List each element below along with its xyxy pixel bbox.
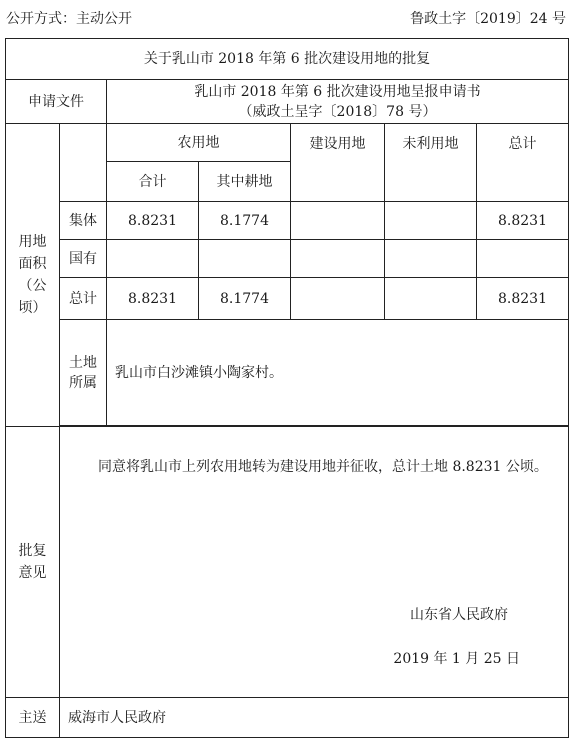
opinion-label: 批复意见 <box>18 543 47 581</box>
row-label-total: 总计 <box>60 278 107 320</box>
application-row <box>6 80 569 124</box>
agricultural-header: 农用地 <box>107 124 291 162</box>
state-cultivated <box>199 240 291 278</box>
total-subtotal: 8.8231 <box>107 278 199 320</box>
construction-header: 建设用地 <box>291 124 385 202</box>
row-label-collective: 集体 <box>60 202 107 240</box>
opinion-label-cell <box>6 427 60 698</box>
total-unused <box>385 278 477 320</box>
cultivated-header: 其中耕地 <box>199 162 291 202</box>
title-row <box>6 39 569 80</box>
table-row <box>6 202 569 240</box>
total-header: 总计 <box>477 124 569 202</box>
row-label-state: 国有 <box>60 240 107 278</box>
state-construction <box>291 240 385 278</box>
application-line-2: （威政土呈字〔2018〕78 号） <box>238 103 437 120</box>
table-row <box>6 240 569 278</box>
collective-unused <box>385 202 477 240</box>
collective-cultivated: 8.1774 <box>199 202 291 240</box>
land-area-label: 用地面积（公顷） <box>18 234 47 316</box>
ownership-label <box>60 320 107 426</box>
state-subtotal <box>107 240 199 278</box>
area-header-row-1 <box>6 124 569 162</box>
recipient-row <box>6 698 569 738</box>
ownership-label-line-2: 所属 <box>69 374 97 391</box>
document-header <box>6 8 566 28</box>
collective-construction <box>291 202 385 240</box>
subtotal-header: 合计 <box>107 162 199 202</box>
land-area-label-cell <box>6 124 60 427</box>
opinion-content <box>60 427 569 698</box>
table-row <box>6 278 569 320</box>
document-number: 鲁政土字〔2019〕24 号 <box>410 11 566 27</box>
unused-header: 未利用地 <box>385 124 477 202</box>
collective-subtotal: 8.8231 <box>107 202 199 240</box>
recipient-label: 主送 <box>6 698 60 738</box>
total-total: 8.8231 <box>477 278 569 320</box>
total-construction <box>291 278 385 320</box>
opinion-row <box>6 427 569 698</box>
collective-total: 8.8231 <box>477 202 569 240</box>
ownership-value: 乳山市白沙滩镇小陶家村。 <box>107 320 569 426</box>
state-unused <box>385 240 477 278</box>
opinion-text: 同意将乳山市上列农用地转为建设用地并征收，总计土地 8.8231 公顷。 <box>98 459 548 475</box>
row-header-blank <box>60 124 107 202</box>
total-cultivated: 8.1774 <box>199 278 291 320</box>
application-line-1: 乳山市 2018 年第 6 批次建设用地呈报申请书 <box>194 83 481 100</box>
document-title: 关于乳山市 2018 年第 6 批次建设用地的批复 <box>6 39 569 80</box>
issuing-authority: 山东省人民政府 <box>410 607 509 623</box>
approval-table <box>5 38 569 738</box>
ownership-row <box>6 320 569 426</box>
approval-date: 2019 年 1 月 25 日 <box>393 651 521 667</box>
recipient-value: 威海市人民政府 <box>60 698 569 738</box>
ownership-label-line-1: 土地 <box>69 354 97 371</box>
application-document <box>107 80 569 124</box>
disclosure-mode: 公开方式：主动公开 <box>6 11 132 27</box>
application-label: 申请文件 <box>6 80 107 124</box>
state-total <box>477 240 569 278</box>
